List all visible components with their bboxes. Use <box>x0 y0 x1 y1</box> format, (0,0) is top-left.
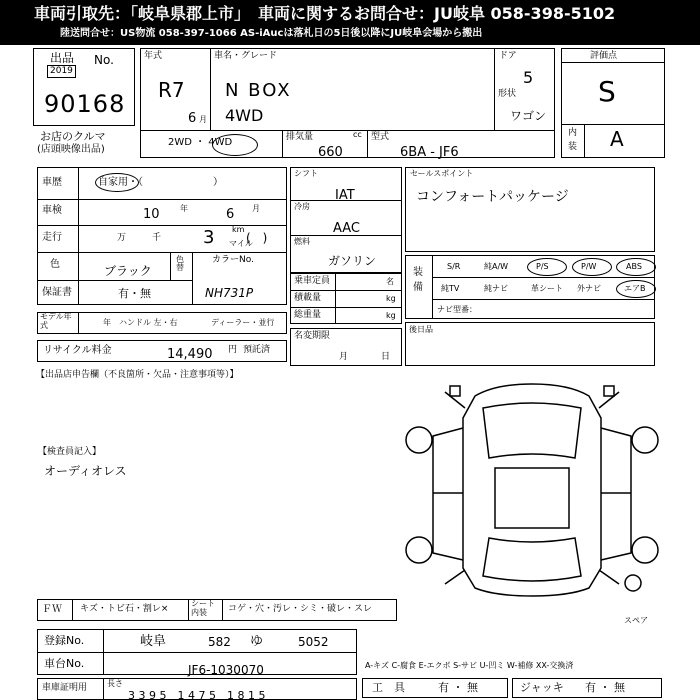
model-year-unit: 年 <box>103 318 111 327</box>
equipment-label-2: 備 <box>413 282 423 293</box>
header-line-2: 陸送問合せ：US物流 058-397-1066 AS-iAucは落札日の5日後以降にJU岐阜会場から搬出 <box>60 28 483 39</box>
shape-label: 形状 <box>498 89 517 99</box>
equip-airbag: エアB <box>624 284 646 293</box>
capacity-label: 乗車定員 <box>294 276 331 286</box>
expiry-label: 名変期限 <box>294 331 331 341</box>
divider <box>222 599 223 621</box>
year-tag: 2019 <box>47 65 76 78</box>
fw-text: キズ・トビ石・割レ× <box>80 604 169 614</box>
recycle-value: 14,490 <box>167 347 213 362</box>
shuppin-label: 出品 <box>50 51 75 65</box>
abs-circle <box>616 258 656 276</box>
equip-aw: 純A/W <box>484 262 509 271</box>
divider <box>188 599 189 621</box>
airbag-circle <box>616 280 656 298</box>
divider <box>494 48 495 130</box>
seat-label: シート内装 <box>191 599 215 617</box>
divider <box>103 678 104 700</box>
equip-abs: ABS <box>626 262 642 271</box>
divider <box>290 307 402 308</box>
month-value: 6 <box>188 111 197 126</box>
year-value: R7 <box>158 78 185 102</box>
equip-tv: 純TV <box>441 284 460 293</box>
weight-label: 総重量 <box>294 310 322 320</box>
lot-number: 90168 <box>44 90 126 118</box>
reg-kana: ゆ <box>250 634 264 649</box>
ps-circle <box>527 258 567 276</box>
recycle-unit: 円 <box>228 345 238 355</box>
equip-ps: P/S <box>536 262 549 271</box>
reg-number: 5052 <box>298 635 329 649</box>
sales-point-box <box>405 167 655 252</box>
interior-grade: A <box>610 127 624 151</box>
store-sub: (店頭映像出品) <box>37 144 105 155</box>
divider <box>561 124 665 125</box>
equip-pw: P/W <box>581 262 597 271</box>
header-line-1: 車両引取先：「岐阜県郡上市」 車両に関するお問合せ：JU岐阜 058-398-5102 <box>34 4 616 23</box>
name-label: 車名・グレード <box>214 51 278 61</box>
divider <box>367 130 368 158</box>
divider <box>282 130 283 158</box>
shift-value: IAT <box>335 188 355 203</box>
dealer-label: ディーラー・並行 <box>211 318 275 327</box>
model-value: 6BA - JF6 <box>400 145 459 160</box>
equip-navi: 純ナビ <box>484 284 508 293</box>
reg-label: 登録No. <box>44 634 85 647</box>
weight-unit: kg <box>386 311 396 320</box>
mileage-paren: ( ) <box>246 231 268 245</box>
equipment-label-1: 装 <box>413 267 423 278</box>
color-change-label: 色替 <box>176 255 184 272</box>
inspector-text: オーディオレス <box>44 464 127 478</box>
equip-ext-navi: 外ナビ <box>577 284 601 293</box>
fw-label: ＦＷ <box>42 604 62 615</box>
equip-sr: S/R <box>447 262 461 271</box>
no-label: No. <box>94 53 114 67</box>
warranty-label: 保証書 <box>42 287 72 298</box>
fuel-value: ガソリン <box>328 254 377 268</box>
divider <box>335 273 336 324</box>
load-label: 積載量 <box>294 293 322 303</box>
divider <box>192 252 193 305</box>
grade-score: S <box>598 75 616 108</box>
notes-header: 【出品店申告欄（不良箇所・欠品・注意事項等）】 <box>36 370 239 380</box>
equip-leather: 革シート <box>531 284 563 293</box>
divider <box>210 48 211 130</box>
inspection-year: 10 <box>143 207 160 222</box>
divider <box>432 277 655 278</box>
history-label: 車歴 <box>42 177 62 188</box>
mileage-man: 万 <box>117 233 127 243</box>
divider <box>78 312 79 334</box>
mileage-value: 3 <box>203 227 215 248</box>
mileage-label: 走行 <box>42 232 62 243</box>
divider <box>37 225 287 226</box>
drive-options: 2WD ・ 4WD <box>168 137 233 148</box>
seat-text: コゲ・穴・汚レ・シミ・破レ・スレ <box>228 604 373 614</box>
expiry-month-unit: 月 <box>339 352 349 362</box>
cert-digits: 3 3 9 5 1 4 7 5 1 8 1 5 <box>128 689 266 700</box>
shape-value: ワゴン <box>510 109 547 123</box>
cert-length-label: 長さ <box>107 679 123 688</box>
drive-circle <box>212 134 258 156</box>
jack-label: ジャッキ <box>520 681 564 694</box>
color-no-label: カラーNo. <box>212 255 254 265</box>
mile-label: マイル <box>229 239 253 248</box>
displacement-label: 排気量 <box>286 132 314 142</box>
mileage-sen: 千 <box>152 233 162 243</box>
expiry-day-unit: 日 <box>381 352 391 362</box>
year-label: 年式 <box>144 51 163 61</box>
color-no-value: NH731P <box>205 286 254 300</box>
divider <box>170 252 171 280</box>
model-label: 型式 <box>371 132 390 142</box>
divider <box>72 599 73 621</box>
inspection-month-unit: 月 <box>252 204 260 213</box>
divider <box>432 255 433 319</box>
divider <box>290 290 402 291</box>
car-diagram <box>405 378 660 598</box>
sales-point-value: コンフォートパッケージ <box>416 189 569 205</box>
jack-value: 有 ・ 無 <box>585 681 625 694</box>
inspection-month: 6 <box>226 207 235 222</box>
reg-area: 岐阜 <box>140 634 167 649</box>
divider <box>432 299 655 300</box>
sales-point-label: セールスポイント <box>410 169 474 178</box>
km-label: km <box>232 225 245 234</box>
shift-label: シフト <box>294 169 318 178</box>
model-year-label: モデル年式 <box>40 312 72 330</box>
cc-label: cc <box>353 130 362 139</box>
recycle-label: リサイクル料金 <box>43 345 112 356</box>
interior-label-2: 装 <box>568 142 578 152</box>
color-label: 色 <box>50 259 60 270</box>
divider <box>584 124 585 158</box>
fuel-label: 燃料 <box>294 237 310 246</box>
chassis-number: JF6-1030070 <box>188 663 264 677</box>
divider <box>103 629 104 675</box>
month-unit: 月 <box>199 115 207 124</box>
interior-label-1: 内 <box>568 128 578 138</box>
inspection-label: 車検 <box>42 205 62 216</box>
history-value: 自家用・（ ） <box>98 177 223 188</box>
ac-label: 冷房 <box>294 202 310 211</box>
inspector-label: 【検査員記入】 <box>38 447 102 457</box>
handle-label: ハンドル 左・右 <box>119 318 178 327</box>
color-value: ブラック <box>104 264 152 278</box>
store-label: お店のクルマ <box>40 130 106 143</box>
divider <box>561 62 665 63</box>
divider <box>37 280 192 281</box>
header-bar <box>0 0 700 45</box>
history-circle <box>95 173 139 192</box>
divider <box>37 252 287 253</box>
tools-label: 工 具 <box>372 681 405 694</box>
tools-value: 有 ・ 無 <box>438 681 478 694</box>
navi-label: ナビ型番： <box>437 305 477 314</box>
divider <box>78 167 79 305</box>
ac-value: AAC <box>333 221 360 236</box>
chassis-label: 車台No. <box>44 657 85 670</box>
divider <box>140 130 555 131</box>
displacement-value: 660 <box>318 145 343 160</box>
reg-class: 582 <box>208 635 231 649</box>
car-name: N BOX <box>225 80 292 101</box>
spare-label: スペア <box>624 616 648 625</box>
load-unit: kg <box>386 294 396 303</box>
door-count: 5 <box>523 68 534 87</box>
grade-label: 評価点 <box>590 51 618 61</box>
damage-legend: A-キズ C-腐食 E-エクボ S-サビ U-凹ミ W-補修 XX-交換済 <box>365 661 574 670</box>
capacity-unit: 名 <box>386 277 394 286</box>
divider <box>37 199 287 200</box>
rear-parts-label: 後日品 <box>409 325 433 334</box>
door-label: ドア <box>499 51 517 61</box>
recycle-status: 預託済 <box>243 345 271 355</box>
inspection-year-unit: 年 <box>180 204 188 213</box>
car-grade: 4WD <box>225 106 264 125</box>
cert-label: 車庫証明用 <box>42 683 88 693</box>
pw-circle <box>572 258 612 276</box>
warranty-value: 有・無 <box>118 287 151 300</box>
rear-parts-box <box>405 322 655 366</box>
divider <box>37 652 357 653</box>
